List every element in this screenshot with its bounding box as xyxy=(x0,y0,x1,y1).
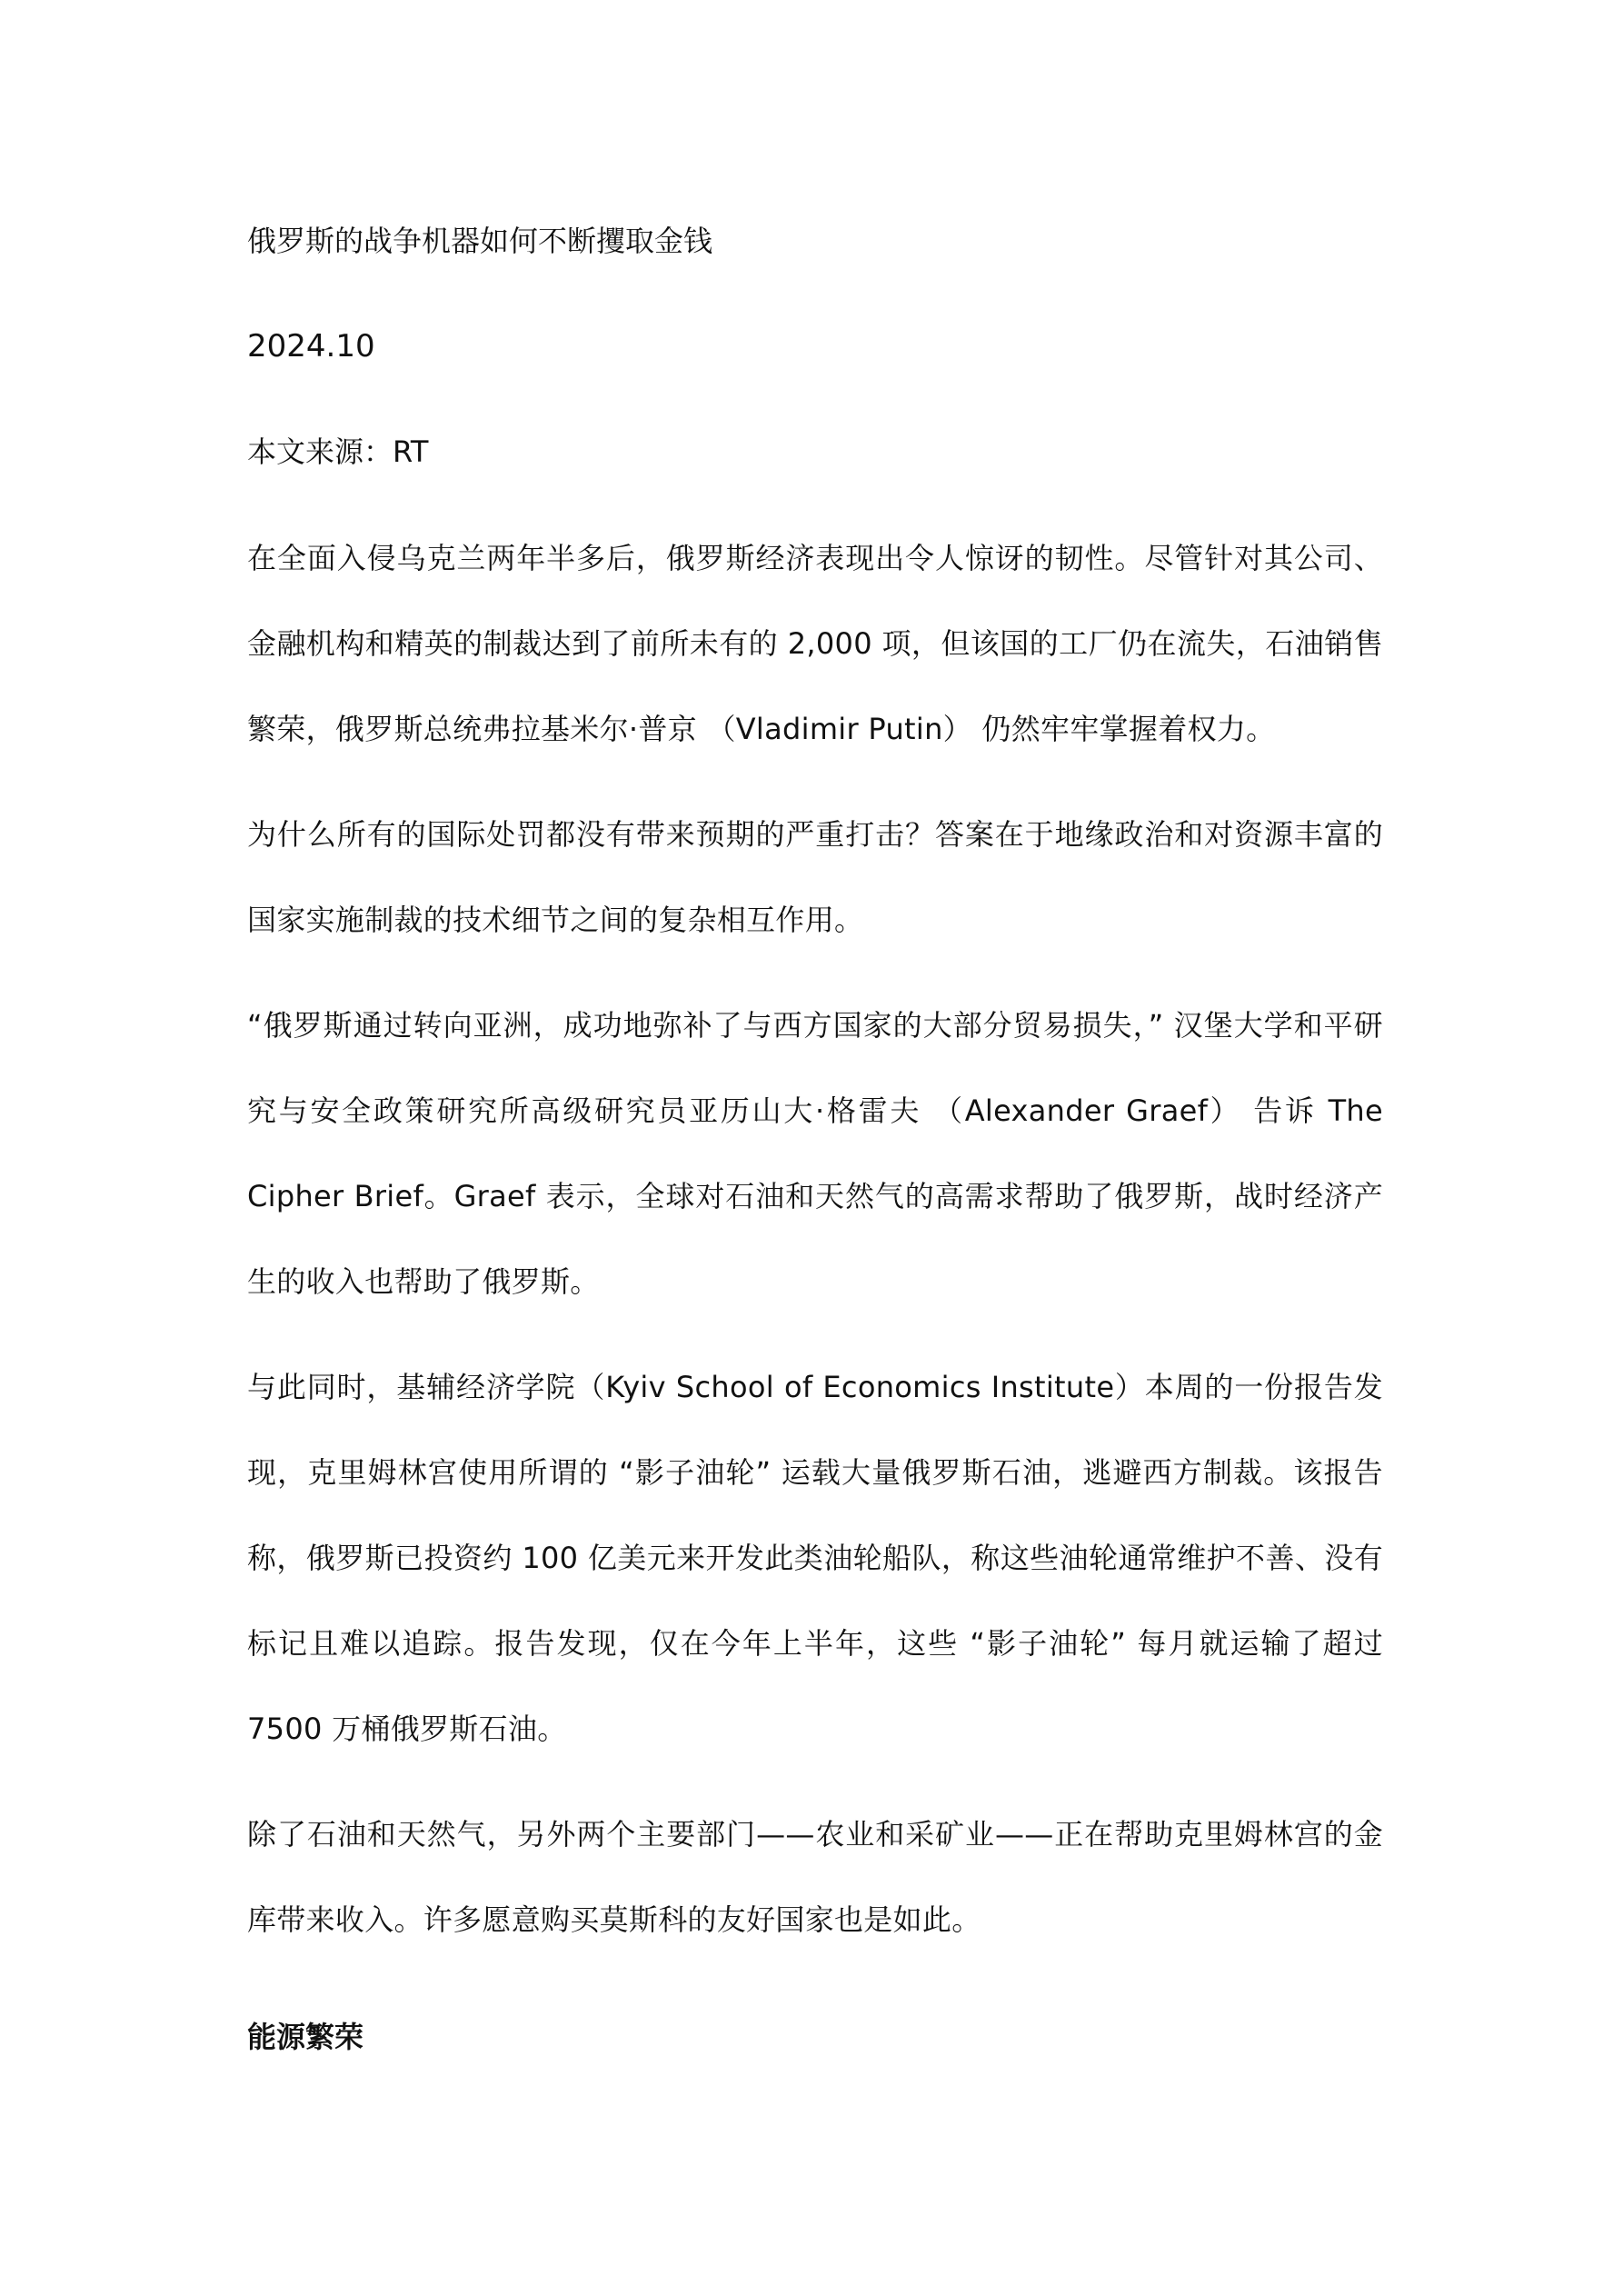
article-source: 本文来源：RT xyxy=(247,434,429,469)
paragraph: 与此同时，基辅经济学院（Kyiv School of Economics Institute）本周的一份报告发现，克里姆林宫使用所谓的 “影子油轮” 运载大量俄罗斯石油，逃避西方制裁。该报告称，俄罗斯已投资约 100 亿美元来开发此类油轮船队，称这些油轮通常维护不善、没有标记且难以追踪。报告发现，仅在今年上半年，这些 “影子油轮” 每月就运输了超过 7500 万桶俄罗斯石油。 xyxy=(247,1370,1383,1746)
article-title: 俄罗斯的战争机器如何不断攫取金钱 xyxy=(247,224,713,258)
article-date: 2024.10 xyxy=(247,328,375,364)
paragraph: 为什么所有的国际处罚都没有带来预期的严重打击？答案在于地缘政治和对资源丰富的国家实施制裁的技术细节之间的复杂相互作用。 xyxy=(247,817,1383,937)
paragraph: “俄罗斯通过转向亚洲，成功地弥补了与西方国家的大部分贸易损失，” 汉堡大学和平研究与安全政策研究所高级研究员亚历山大·格雷夫 （Alexander Graef） 告诉 The Cipher Brief。Graef 表示，全球对石油和天然气的高需求帮助了俄罗斯，战时经济产生的收入也帮助了俄罗斯。 xyxy=(247,1008,1383,1299)
paragraph: 除了石油和天然气，另外两个主要部门——农业和采矿业——正在帮助克里姆林宫的金库带来收入。许多愿意购买莫斯科的友好国家也是如此。 xyxy=(247,1817,1383,1937)
article-body xyxy=(247,205,1383,2073)
paragraph: 在全面入侵乌克兰两年半多后，俄罗斯经济表现出令人惊讶的韧性。尽管针对其公司、金融机构和精英的制裁达到了前所未有的 2,000 项，但该国的工厂仍在流失，石油销售繁荣，俄罗斯总统弗拉基米尔·普京 （Vladimir Putin） 仍然牢牢掌握着权力。 xyxy=(247,541,1383,746)
section-heading: 能源繁荣 xyxy=(247,2020,364,2054)
